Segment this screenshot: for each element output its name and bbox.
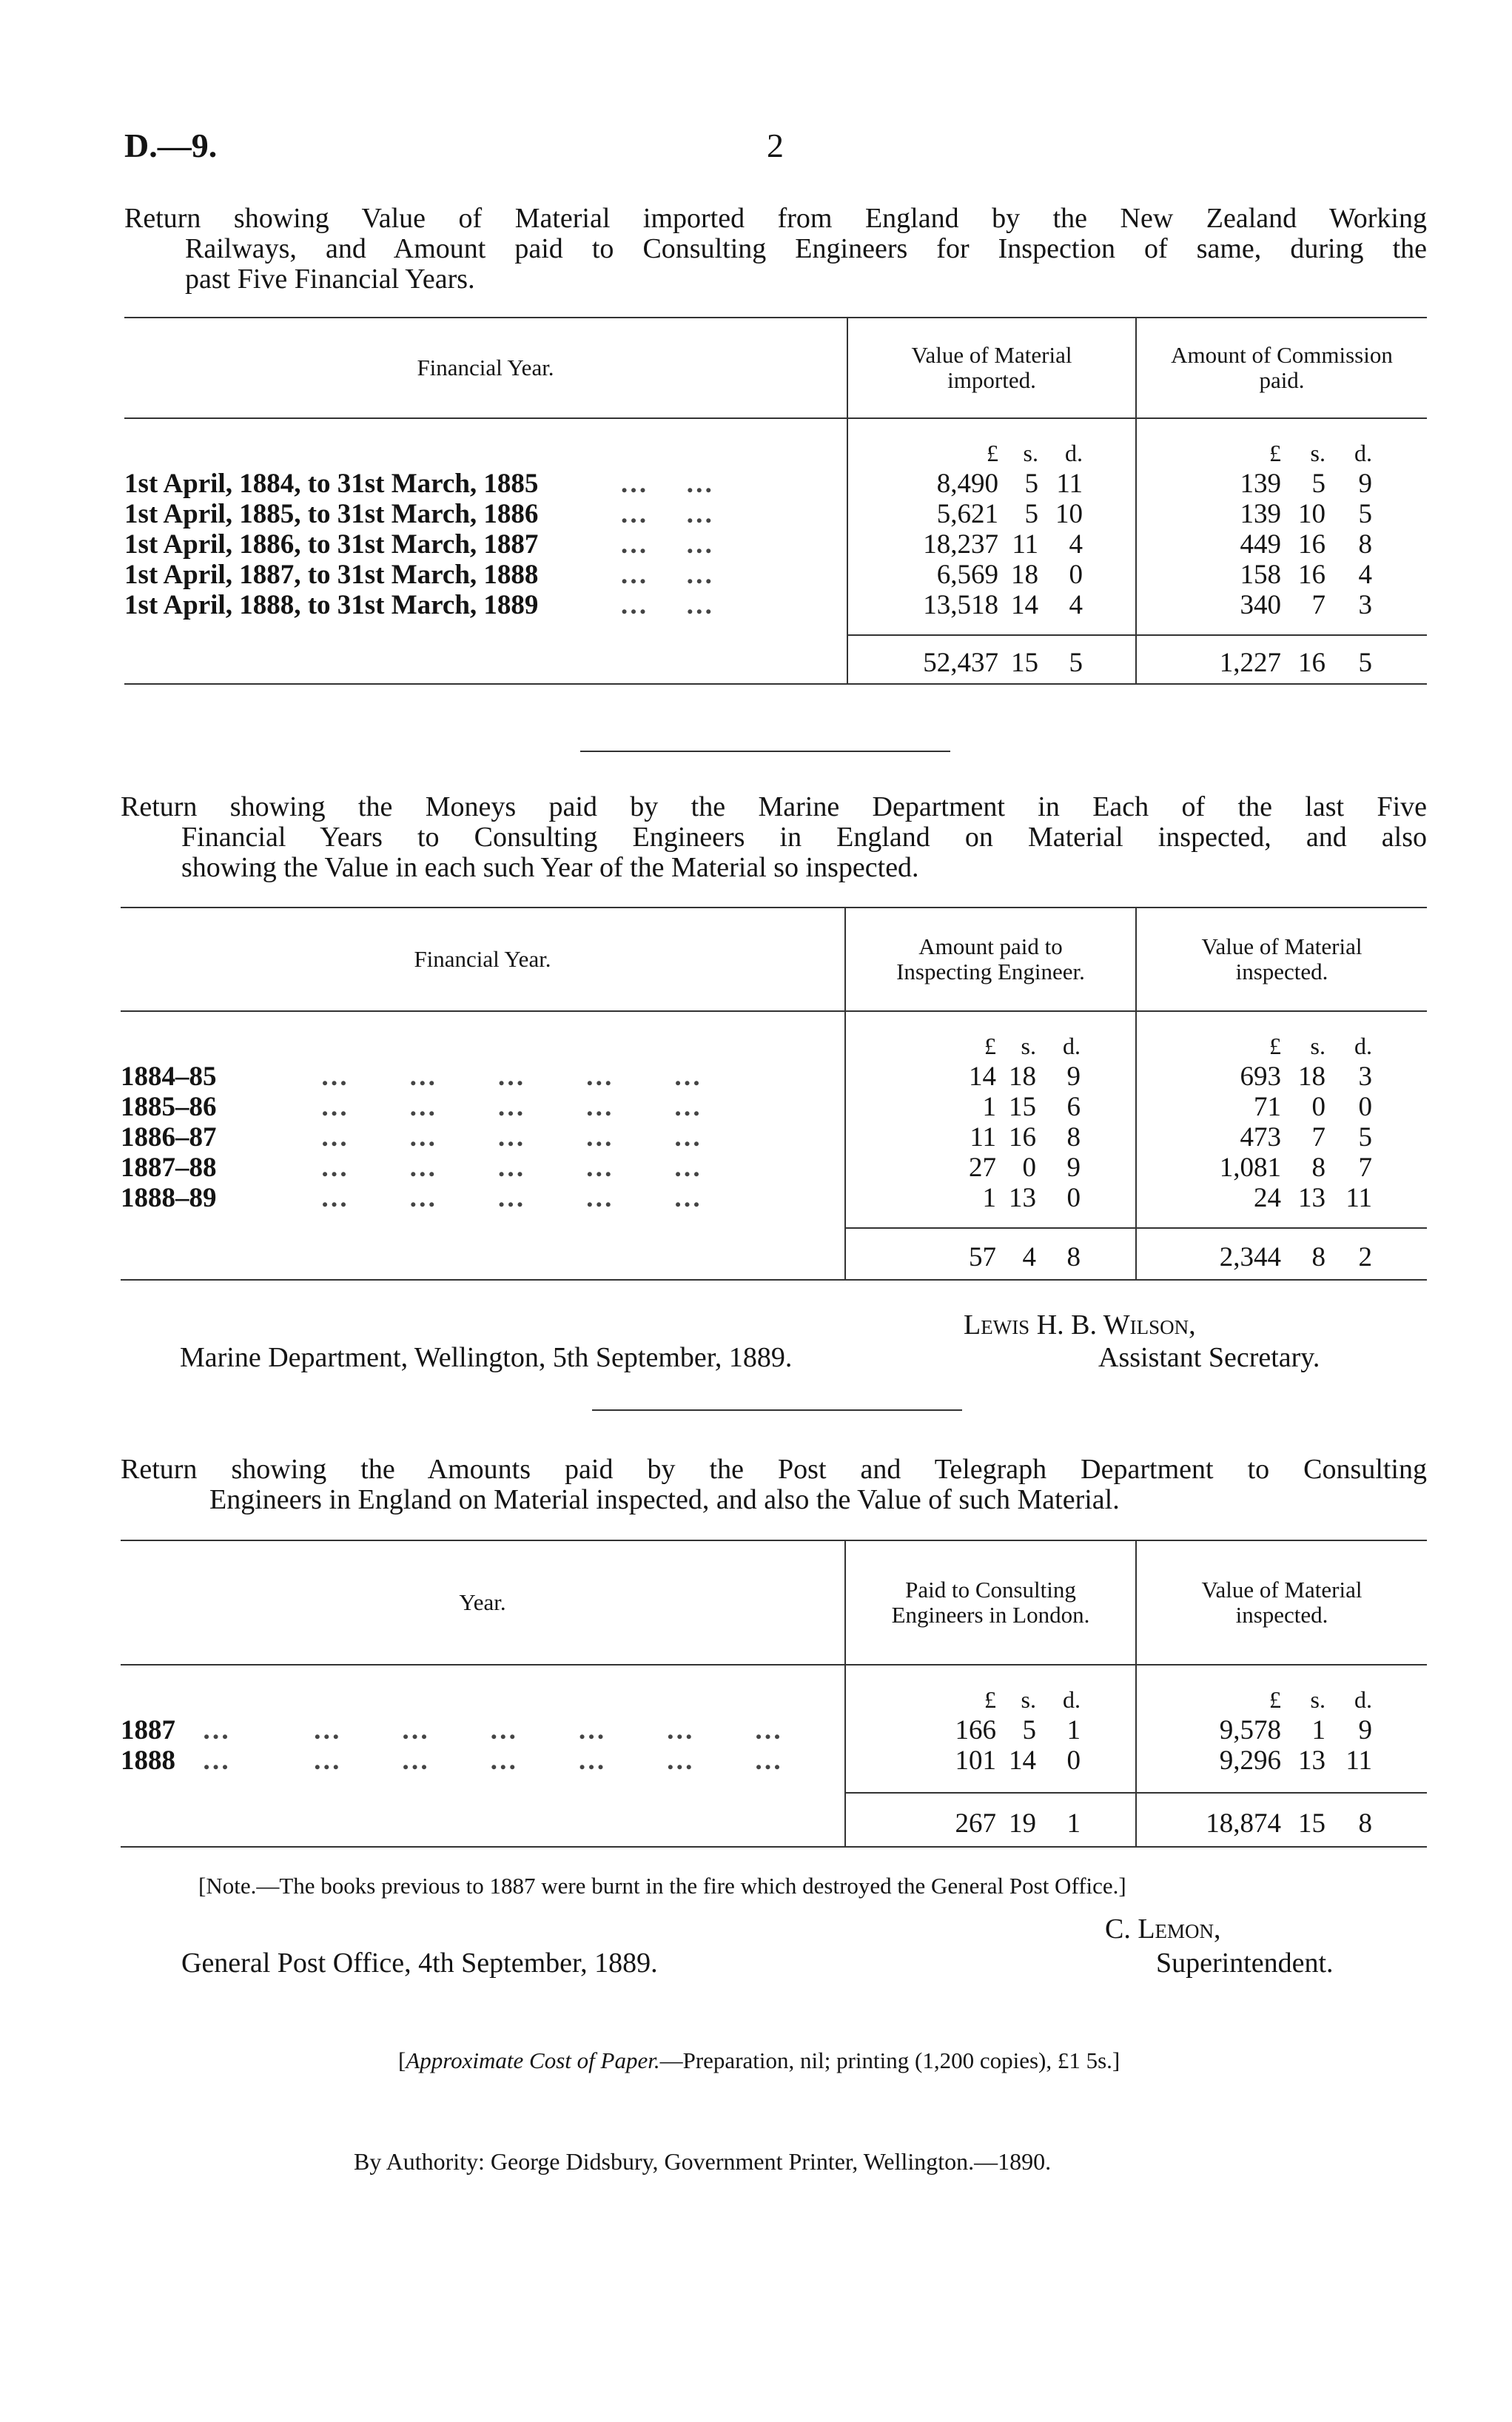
table-row: 1888 … … … … … … …: [121, 1745, 786, 1776]
return-2-place-date: Marine Department, Wellington, 5th September, 1889.: [180, 1342, 793, 1373]
return-3-title: [121, 1455, 1427, 1515]
return-3-title-line-1: Return showing the Amounts paid by the Post and Telegraph Department to Consulting: [121, 1454, 1427, 1485]
return-1-value-column: £ s. d. 8,490 5 11 5,621 5 10 18,237 11 4 6,569 18 0 13,518 14 4: [923, 440, 1083, 620]
return-2-total-amount: 57 4 8: [846, 1227, 1135, 1272]
return-1-table: [124, 317, 1427, 685]
return-3-total-value: 18,874 15 8: [1137, 1792, 1427, 1839]
table-row: 1st April, 1887, to 31st March, 1888 … …: [124, 560, 718, 590]
return-2-labels: [121, 1011, 845, 1213]
return-2-value-column: £ s. d. 693 18 3 71 0 0 473 7 5 1,081 8 7 24 13 11: [1219, 1033, 1372, 1213]
return-3-paid-column: £ s. d. 166 5 1 101 14 0: [955, 1686, 1081, 1776]
table-row: 1888–89 … … … … …: [121, 1183, 705, 1213]
table-row: 1st April, 1884, to 31st March, 1885 … …: [124, 469, 718, 499]
table-row: 1884–85 … … … … …: [121, 1061, 705, 1092]
return-3-note: [Note.—The books previous to 1887 were burnt in the fire which destroyed the General Post Office.]: [198, 1873, 1126, 1899]
section-divider: [592, 1409, 962, 1411]
return-2-title-line-3: showing the Value in each such Year of the Material so inspected.: [181, 852, 919, 883]
return-1-commission-column: £ s. d. 139 5 9 139 10 5 449 16 8 158 16 4 340 7 3: [1240, 440, 1372, 620]
printer-authority: By Authority: George Didsbury, Government Printer, Wellington.—1890.: [354, 2148, 1052, 2175]
return-3-value-column: £ s. d. 9,578 1 9 9,296 13 11: [1219, 1686, 1372, 1776]
return-1-title: [124, 204, 1427, 295]
column-header-amount-paid: Amount paid to Inspecting Engineer.: [845, 908, 1136, 1011]
table-row: 1st April, 1885, to 31st March, 1886 … …: [124, 499, 718, 529]
cost-of-paper-label: Approximate Cost of Paper.: [406, 2047, 660, 2073]
return-2-title: [121, 792, 1427, 883]
return-2-title-line-2: Financial Years to Consulting Engineers in England on Material inspected, and also: [181, 822, 1427, 853]
page-number: 2: [767, 127, 784, 164]
cost-of-paper-note: [Approximate Cost of Paper.—Preparation, nil; printing (1,200 copies), £1 5s.]: [398, 2047, 1120, 2073]
return-3-signatory-name: C. Lemon,: [1105, 1913, 1221, 1945]
column-header-paid-consulting-engineers: Paid to Consulting Engineers in London.: [845, 1540, 1136, 1665]
section-divider: [580, 751, 950, 752]
return-1-total-value: 52,437 15 5: [848, 634, 1135, 678]
table-row: 1886–87 … … … … …: [121, 1122, 705, 1153]
return-1-labels: [124, 418, 847, 620]
return-1-title-line-3: past Five Financial Years.: [185, 264, 475, 295]
return-2-table: [121, 907, 1427, 1281]
return-1-total-commission: 1,227 16 5: [1137, 634, 1427, 678]
table-row: 1st April, 1888, to 31st March, 1889 … …: [124, 590, 718, 620]
return-3-total-paid: 267 19 1: [846, 1792, 1135, 1839]
return-1-title-line-1: Return showing Value of Material imported from England by the New Zealand Working: [124, 203, 1427, 234]
table-row: 1885–86 … … … … …: [121, 1092, 705, 1122]
table-row: 1887 … … … … … … …: [121, 1715, 786, 1745]
return-2-signatory-name: Lewis H. B. Wilson,: [964, 1309, 1196, 1341]
column-header-value-imported: Value of Material imported.: [847, 318, 1136, 418]
return-3-table: [121, 1540, 1427, 1848]
return-1-title-line-2: Railways, and Amount paid to Consulting Engineers for Inspection of same, during the: [185, 233, 1427, 264]
column-header-commission: Amount of Commission paid.: [1136, 318, 1427, 418]
return-3-signatory-title: Superintendent.: [1156, 1948, 1334, 1979]
column-header-value-inspected: Value of Material inspected.: [1136, 908, 1427, 1011]
cost-of-paper-text: —Preparation, nil; printing (1,200 copies), £1 5s.: [659, 2047, 1112, 2073]
column-header-year: Year.: [121, 1540, 845, 1665]
return-3-title-line-2: Engineers in England on Material inspected, and also the Value of such Material.: [209, 1484, 1120, 1515]
return-2-amount-column: £ s. d. 14 18 9 1 15 6 11 16 8 27 0 9 1 13 0: [969, 1033, 1081, 1213]
return-2-total-value: 2,344 8 2: [1137, 1227, 1427, 1272]
table-row: 1887–88 … … … … …: [121, 1153, 705, 1183]
document-reference: D.—9.: [124, 127, 218, 164]
column-header-financial-year: Financial Year.: [124, 318, 847, 418]
column-header-value-inspected: Value of Material inspected.: [1136, 1540, 1427, 1665]
table-row: 1st April, 1886, to 31st March, 1887 … …: [124, 529, 718, 560]
return-3-labels: [121, 1665, 845, 1776]
return-3-place-date: General Post Office, 4th September, 1889.: [181, 1948, 658, 1979]
column-header-financial-year: Financial Year.: [121, 908, 845, 1011]
return-2-signatory-title: Assistant Secretary.: [1098, 1342, 1320, 1373]
return-2-title-line-1: Return showing the Moneys paid by the Marine Department in Each of the last Five: [121, 791, 1427, 822]
